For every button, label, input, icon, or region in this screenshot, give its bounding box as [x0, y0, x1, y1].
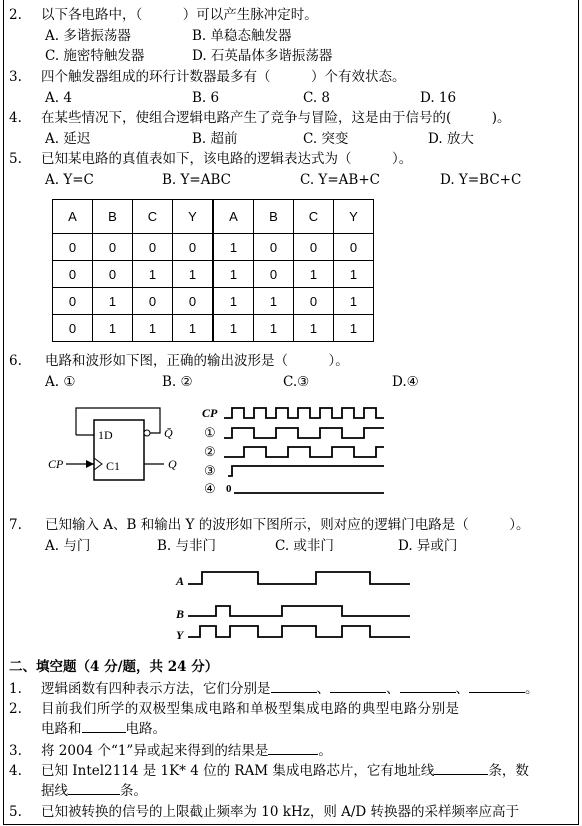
- s2-q3-end: 。: [318, 743, 332, 759]
- s2-q4-part-a: 已知 Intel2114 是 1K* 4 位的 RAM 集成电路芯片，它有地址线: [41, 763, 435, 779]
- wave-2-label: ②: [204, 444, 216, 459]
- s2-q2-part-a: 电路和: [41, 721, 82, 737]
- table-cell: 1: [173, 315, 214, 342]
- table-cell: 0: [173, 288, 214, 315]
- table-header-cell: Y: [334, 200, 374, 234]
- d-input-label: 1D: [98, 428, 113, 442]
- s2-q2-line2: [41, 720, 166, 738]
- q3-option-d: D. 16: [420, 90, 457, 106]
- table-cell: 1: [173, 261, 214, 288]
- table-cell: 1: [93, 288, 133, 315]
- q2-option-d: D. 石英晶体多谐振荡器: [192, 48, 333, 64]
- cp-wave: [224, 408, 384, 418]
- table-header-cell: B: [93, 200, 133, 234]
- table-header-cell: C: [133, 200, 173, 234]
- table-cell: 0: [53, 315, 93, 342]
- wave-2: [224, 447, 384, 457]
- section2-title: 二、填空题（4 分/题，共 24 分）: [9, 659, 219, 675]
- table-cell: 1: [334, 261, 374, 288]
- table-cell: 0: [173, 234, 214, 261]
- table-cell: 1: [213, 234, 254, 261]
- table-row: [53, 288, 374, 315]
- a-wave: [188, 572, 410, 584]
- s2-q4-part-b: 条，数: [488, 763, 529, 779]
- q7-option-d: D. 异或门: [398, 538, 458, 554]
- q7-option-a: A. 与门: [45, 538, 91, 554]
- truth-table: [52, 199, 374, 342]
- q4-option-b: B. 超前: [192, 131, 238, 147]
- clock-triangle-icon: [94, 458, 102, 470]
- table-cell: 1: [334, 288, 374, 315]
- s2-q4-line2: [41, 782, 147, 800]
- table-cell: 0: [93, 261, 133, 288]
- q5-number: 5.: [9, 151, 22, 167]
- q4-number: 4.: [9, 110, 22, 126]
- q2-option-b: B. 单稳态触发器: [192, 28, 292, 44]
- answer-blank[interactable]: [271, 680, 317, 693]
- s2-q3-text: [41, 742, 332, 760]
- q6-option-b: B. ②: [162, 374, 193, 390]
- s2-q3-number: 3.: [9, 743, 22, 759]
- table-row: [53, 234, 374, 261]
- table-header-cell: Y: [173, 200, 214, 234]
- table-row: [53, 315, 374, 342]
- y-wave-label: Y: [176, 628, 184, 642]
- q7-number: 7.: [9, 517, 22, 533]
- table-cell: 0: [133, 234, 173, 261]
- table-cell: 1: [254, 315, 294, 342]
- cp-wave-label: CP: [202, 406, 218, 420]
- wave-4-zero: 0: [226, 483, 232, 495]
- q6-number: 6.: [9, 353, 22, 369]
- b-wave: [188, 606, 410, 616]
- table-cell: 0: [294, 288, 334, 315]
- q2-number: 2.: [9, 7, 22, 23]
- table-cell: 1: [133, 261, 173, 288]
- table-cell: 0: [294, 234, 334, 261]
- q4-option-d: D. 放大: [428, 131, 474, 147]
- c-input-label: C1: [106, 459, 121, 473]
- q4-option-a: A. 延迟: [45, 131, 91, 147]
- s2-q1-text: 逻辑函数有四种表示方法，它们分别是 、 、 、 。: [41, 681, 539, 697]
- table-cell: 0: [93, 234, 133, 261]
- q4-option-c: C. 突变: [303, 131, 349, 147]
- q6-option-c: C.③: [283, 374, 310, 390]
- s2-q4-part-d: 条。: [120, 783, 147, 799]
- q3-option-a: A. 4: [45, 90, 72, 106]
- answer-blank[interactable]: [268, 742, 318, 755]
- q6-option-d: D.④: [392, 374, 419, 390]
- table-cell: 1: [213, 315, 254, 342]
- s2-q1-number: 1.: [9, 681, 22, 697]
- table-cell: 0: [133, 288, 173, 315]
- answer-blank[interactable]: [400, 680, 456, 693]
- table-cell: 0: [334, 234, 374, 261]
- answer-blank[interactable]: [434, 762, 488, 775]
- a-wave-label: A: [176, 574, 185, 588]
- table-header-cell: C: [294, 200, 334, 234]
- q3-option-b: B. 6: [192, 90, 220, 106]
- answer-blank[interactable]: [330, 680, 386, 693]
- q7-option-b: B. 与非门: [157, 538, 217, 554]
- q2-option-a: A. 多谐振荡器: [45, 28, 131, 44]
- s2-q4-line1: [41, 762, 529, 780]
- table-header-row: [53, 200, 374, 234]
- wave-1-label: ①: [204, 425, 216, 440]
- wave-3-label: ③: [204, 463, 216, 478]
- s2-q2-line1: 目前我们所学的双极型集成电路和单极型集成电路的典型电路分别是: [41, 701, 460, 717]
- s2-q4-part-c: 据线: [41, 783, 68, 799]
- answer-blank[interactable]: [82, 720, 126, 733]
- table-cell: 1: [133, 315, 173, 342]
- s2-q2-number: 2.: [9, 701, 22, 717]
- arrow-icon: [86, 460, 94, 468]
- answer-blank[interactable]: [469, 680, 525, 693]
- inverter-bubble-icon: [144, 430, 150, 436]
- q2-option-c: C. 施密特触发器: [45, 48, 145, 64]
- q5-option-c: C. Y=AB+C: [300, 172, 380, 188]
- wave-4-label: ④: [204, 481, 216, 496]
- q5-option-d: D. Y=BC+C: [440, 172, 522, 188]
- q4-stem: 在某些情况下，使组合逻辑电路产生了竞争与冒险，这是由于信号的( )。: [41, 110, 511, 126]
- s2-q4-number: 4.: [9, 763, 22, 779]
- wave-3: [228, 466, 384, 476]
- s2-q2-part-b: 电路。: [125, 721, 166, 737]
- q3-number: 3.: [9, 69, 22, 85]
- s2-q3-stem: 将 2004 个“1”异或起来得到的结果是: [41, 743, 269, 759]
- s2-q1-stem: 逻辑函数有四种表示方法，它们分别是: [41, 681, 271, 697]
- s2-q5-number: 5.: [9, 804, 22, 820]
- table-cell: 0: [254, 234, 294, 261]
- wave-1: [224, 428, 384, 438]
- q5-option-a: A. Y=C: [45, 172, 94, 188]
- q3-option-c: C. 8: [303, 90, 331, 106]
- q5-stem: 已知某电路的真值表如下，该电路的逻辑表达式为（ ）。: [41, 151, 413, 167]
- s2-q5-text: 已知被转换的信号的上限截止频率为 10 kHz，则 A/D 转换器的采样频率应高于: [41, 804, 520, 820]
- q6-waveforms: [198, 400, 390, 496]
- table-cell: 1: [93, 315, 133, 342]
- q2-stem: 以下各电路中，（ ）可以产生脉冲定时。: [41, 7, 318, 23]
- d-flip-flop-circuit: [40, 400, 200, 490]
- table-row: [53, 261, 374, 288]
- table-cell: 0: [53, 234, 93, 261]
- q7-option-c: C. 或非门: [275, 538, 334, 554]
- y-wave: [188, 626, 410, 637]
- table-cell: 0: [53, 261, 93, 288]
- q-output-label: Q: [168, 457, 177, 471]
- b-wave-label: B: [176, 607, 185, 621]
- table-cell: 1: [254, 288, 294, 315]
- q3-stem: 四个触发器组成的环行计数器最多有（ ）个有效状态。: [41, 69, 406, 85]
- table-cell: 1: [213, 261, 254, 288]
- q6-stem: 电路和波形如下图，正确的输出波形是（ ）。: [45, 353, 349, 369]
- q5-option-b: B. Y=ABC: [162, 172, 231, 188]
- table-cell: 0: [254, 261, 294, 288]
- q7-stem: 已知输入 A、B 和输出 Y 的波形如下图所示，则对应的逻辑门电路是（ ）。: [45, 517, 530, 533]
- answer-blank[interactable]: [68, 782, 120, 795]
- table-cell: 1: [294, 261, 334, 288]
- table-header-cell: B: [254, 200, 294, 234]
- cp-input-label: CP: [48, 457, 64, 471]
- table-cell: 0: [53, 288, 93, 315]
- q6-option-a: A. ①: [45, 374, 76, 390]
- table-header-cell: A: [213, 200, 254, 234]
- table-cell: 1: [334, 315, 374, 342]
- table-cell: 1: [294, 315, 334, 342]
- q7-waveforms: [172, 562, 418, 644]
- table-header-cell: A: [53, 200, 93, 234]
- qbar-label: Q̄: [164, 426, 173, 440]
- table-cell: 1: [213, 288, 254, 315]
